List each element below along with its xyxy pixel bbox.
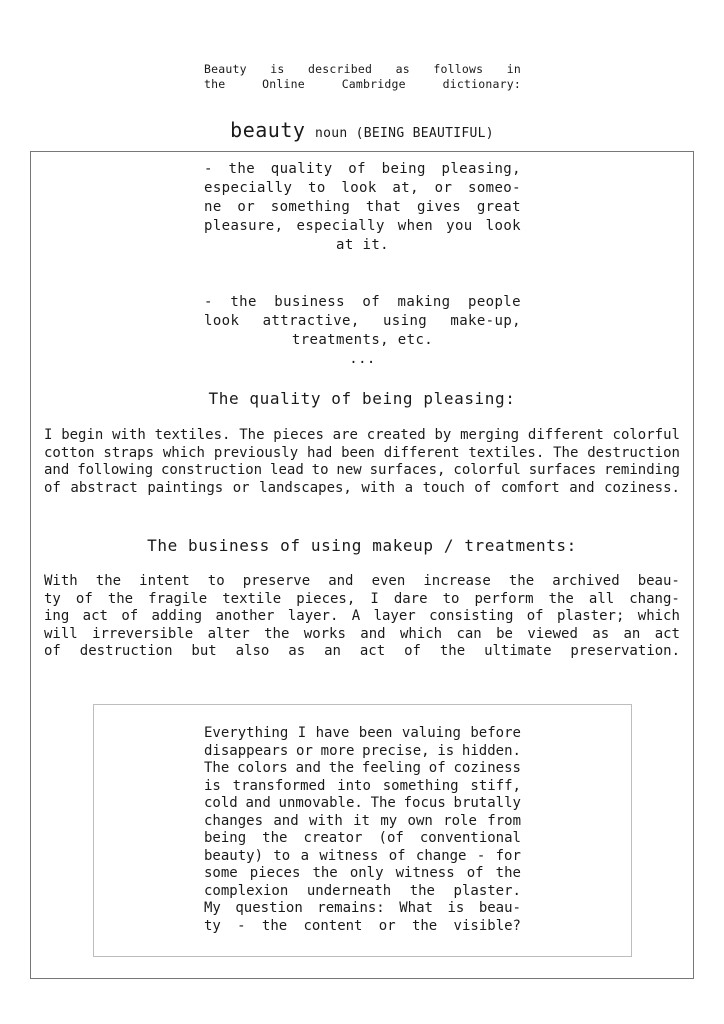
word: valuing — [401, 725, 461, 741]
word: been — [358, 725, 393, 741]
word: being — [204, 830, 247, 846]
text-line — [204, 778, 521, 796]
word: layer. — [287, 608, 339, 624]
word: which — [162, 444, 205, 461]
section-heading-business: The business of using makeup / treatments: — [147, 536, 577, 555]
word: also — [235, 643, 270, 659]
word: coziness — [453, 760, 521, 776]
word: cotton — [44, 444, 95, 461]
word: have — [315, 725, 350, 741]
text-line — [44, 427, 680, 445]
word: when — [397, 218, 434, 234]
word: being — [381, 161, 426, 177]
word: of — [44, 479, 61, 496]
text-line — [44, 608, 680, 626]
word: the — [107, 590, 134, 607]
word: described — [308, 62, 373, 76]
word: as — [592, 625, 610, 642]
word: With — [44, 573, 78, 589]
text-line — [44, 643, 680, 661]
word: irreversible — [92, 625, 194, 642]
word: following — [77, 462, 154, 478]
word: creator — [303, 830, 363, 846]
word: quality — [270, 161, 333, 177]
word: pieces — [273, 427, 324, 443]
word: dictionary: — [442, 77, 521, 91]
closing-paragraph — [204, 725, 521, 935]
word: Beauty — [204, 62, 247, 76]
word: act — [654, 625, 680, 642]
word: at, — [392, 180, 419, 196]
word: of — [428, 760, 446, 776]
word: which — [637, 608, 680, 624]
word: to — [442, 590, 460, 607]
word: beau- — [637, 573, 680, 589]
text-line — [204, 830, 521, 848]
word: witness — [319, 847, 379, 864]
word: of — [362, 294, 381, 310]
word: colors — [237, 760, 288, 776]
word: textiles. — [468, 444, 545, 461]
word: only — [349, 865, 384, 881]
word: something — [382, 777, 459, 794]
word: textile — [222, 590, 282, 607]
word: of — [404, 643, 421, 659]
definition-1-text — [204, 160, 521, 236]
dictionary-entry-header — [0, 118, 724, 142]
word: but — [191, 643, 217, 659]
word: colorful — [453, 462, 521, 478]
text-line — [204, 918, 521, 936]
word: to — [207, 573, 225, 589]
word: touch — [422, 479, 465, 496]
word: look — [341, 180, 377, 196]
word: content — [303, 917, 363, 934]
word: focus — [403, 795, 446, 811]
word: The — [239, 427, 265, 443]
word: disappears — [204, 742, 289, 759]
text-line — [44, 591, 680, 609]
word: beauty) — [204, 847, 264, 864]
word: the — [411, 917, 438, 934]
intro-text — [204, 62, 521, 92]
word: change — [415, 847, 467, 864]
word: preservation. — [570, 643, 680, 659]
word: conventional — [419, 830, 521, 846]
word: the — [508, 573, 535, 589]
word: preserve — [242, 573, 311, 589]
word: layer — [373, 608, 416, 624]
text-line — [204, 865, 521, 883]
word: or — [296, 742, 313, 759]
word: changes — [204, 812, 264, 829]
word: act — [359, 643, 386, 659]
word: pleasure, — [204, 218, 284, 234]
text-line — [204, 198, 521, 217]
word: new — [336, 462, 362, 478]
word: I — [370, 590, 379, 607]
word: increase — [423, 573, 491, 589]
word: comfort — [500, 479, 560, 496]
word: - — [204, 161, 213, 177]
word: or — [378, 917, 396, 934]
word: ne — [204, 199, 222, 215]
word: of — [348, 161, 366, 177]
word: surfaces, — [369, 462, 446, 478]
word: unmovable. — [278, 795, 363, 811]
word: remains: — [317, 900, 385, 916]
word: that — [365, 199, 402, 215]
word: the — [312, 865, 338, 881]
word: follows — [433, 62, 484, 76]
word: the — [261, 917, 288, 934]
definition-2 — [204, 293, 521, 369]
text-line — [204, 900, 521, 918]
text-line — [204, 743, 521, 761]
word: before — [470, 725, 521, 741]
word: coziness. — [604, 479, 680, 496]
word: the — [204, 77, 226, 91]
word: which — [399, 625, 443, 642]
word: all — [588, 590, 615, 607]
section-paragraph-quality — [44, 427, 680, 497]
word: or — [434, 180, 453, 196]
word: ultimate — [484, 643, 552, 659]
word: into — [337, 777, 371, 794]
word: perform — [474, 590, 534, 607]
word: is — [270, 62, 285, 76]
word: and — [295, 760, 321, 776]
centered-line: at it. — [336, 237, 389, 253]
word: destruction — [79, 643, 173, 659]
word: you — [446, 218, 473, 234]
text-line — [204, 795, 521, 813]
word: surfaces — [528, 462, 597, 478]
word: people — [467, 294, 521, 310]
word: Everything — [204, 725, 289, 741]
word: using — [382, 313, 428, 329]
word: ty — [44, 590, 61, 607]
word: especially — [296, 218, 385, 234]
word: of — [526, 608, 544, 624]
word: gives — [416, 199, 462, 215]
word: is — [437, 742, 455, 759]
word: viewed — [527, 625, 578, 642]
text-line — [204, 217, 521, 236]
word: stiff, — [470, 777, 521, 794]
word: intent — [139, 573, 190, 589]
word: plaster; — [556, 608, 625, 624]
word: an — [324, 643, 341, 659]
word: business — [274, 294, 345, 310]
word: especially — [204, 180, 293, 196]
word: I — [297, 725, 307, 741]
word: of — [121, 608, 139, 624]
word: to — [308, 180, 326, 196]
word: alter — [207, 625, 250, 642]
word: my — [380, 812, 398, 829]
definition-2-tail — [204, 331, 521, 369]
text-line — [44, 573, 680, 591]
word: it — [353, 812, 370, 829]
word: merging — [460, 427, 520, 443]
text-line — [204, 160, 521, 179]
text-line — [204, 725, 521, 743]
word: pieces — [249, 865, 301, 881]
word: been — [341, 444, 375, 461]
word: My — [204, 900, 221, 916]
word: and — [245, 795, 271, 811]
word: pieces, — [296, 590, 356, 607]
word: - — [237, 917, 246, 934]
word: textiles. — [154, 427, 231, 443]
word: by — [434, 427, 452, 443]
text-line — [204, 760, 521, 778]
word: the — [328, 760, 355, 776]
word: of — [75, 590, 93, 607]
word: from — [487, 812, 521, 829]
word: with — [361, 479, 396, 496]
word: dare — [393, 590, 428, 607]
text-line — [204, 848, 521, 866]
word: adding — [151, 608, 203, 624]
word: lead — [270, 462, 304, 478]
word: plaster. — [453, 882, 521, 899]
word: the — [548, 590, 574, 607]
text-line — [204, 179, 521, 198]
word: (of — [378, 830, 404, 846]
word: making — [397, 294, 451, 310]
word: of — [44, 643, 61, 659]
word: ing — [44, 608, 70, 624]
text-line — [204, 312, 521, 331]
word: the — [439, 643, 466, 659]
word: different — [527, 427, 604, 443]
word: can — [456, 625, 482, 642]
word: works — [303, 625, 346, 642]
word: and — [44, 462, 70, 478]
word: to — [273, 847, 291, 864]
word: is — [447, 900, 465, 916]
word: What — [399, 900, 433, 916]
word: complexion — [204, 882, 289, 899]
word: a — [300, 847, 309, 864]
word: the — [264, 625, 290, 642]
text-line — [204, 77, 521, 92]
word: question — [235, 900, 303, 916]
word: or — [232, 479, 250, 496]
word: - — [476, 847, 486, 864]
word: or — [237, 199, 256, 215]
word: paintings — [147, 479, 224, 496]
text-line — [44, 480, 680, 498]
word: own — [407, 812, 433, 829]
word: an — [623, 625, 641, 642]
text-line — [204, 62, 521, 77]
definition-1 — [204, 160, 521, 255]
word: the — [95, 573, 122, 589]
word: to — [311, 462, 329, 478]
word: archived — [552, 573, 620, 589]
word: begin — [61, 427, 104, 443]
centered-line: ... — [349, 351, 376, 367]
headword: beauty — [230, 118, 306, 142]
word: another — [215, 608, 275, 624]
word: of — [474, 479, 492, 496]
word: something — [270, 199, 351, 215]
text-line — [204, 813, 521, 831]
word: role — [443, 812, 477, 829]
word: had — [306, 444, 333, 461]
word: I — [44, 427, 53, 443]
word: the — [262, 830, 288, 846]
word: different — [383, 444, 460, 461]
text-line — [44, 462, 680, 480]
word: as — [395, 62, 410, 76]
word: Cambridge — [341, 77, 406, 91]
word: consisting — [429, 608, 514, 624]
word: attractive, — [262, 313, 360, 329]
word: pleasing, — [441, 161, 521, 177]
section-heading-quality: The quality of being pleasing: — [208, 389, 516, 408]
word: feeling — [361, 760, 421, 776]
word: with — [112, 427, 146, 443]
word: - — [204, 294, 213, 310]
word: construction — [160, 462, 263, 478]
word: someo- — [467, 180, 521, 196]
centered-line: treatments, etc. — [291, 332, 434, 348]
word: A — [351, 608, 361, 624]
word: are — [332, 427, 358, 443]
word: of — [466, 865, 484, 881]
text-line — [204, 883, 521, 901]
word: landscapes, — [259, 479, 352, 496]
word: transformed — [232, 777, 326, 794]
word: The — [370, 795, 396, 811]
text-line — [44, 445, 680, 463]
word: and — [360, 625, 386, 642]
word: even — [371, 573, 406, 589]
part-of-speech: noun (BEING BEAUTIFUL) — [315, 126, 494, 141]
word: the — [228, 161, 256, 177]
word: destruction — [587, 444, 680, 461]
word: as — [288, 643, 306, 659]
word: chang- — [629, 590, 680, 607]
word: precise, — [362, 742, 430, 759]
word: cold — [204, 795, 238, 811]
word: straps — [103, 444, 154, 461]
word: brutally — [453, 795, 521, 811]
word: The — [204, 760, 230, 776]
word: witness — [395, 865, 455, 881]
word: previously — [213, 444, 299, 461]
word: make-up, — [450, 313, 521, 329]
word: will — [44, 625, 78, 642]
word: abstract — [70, 479, 138, 496]
definition-1-tail — [204, 236, 521, 255]
word: visible? — [453, 917, 521, 934]
word: Online — [262, 77, 305, 91]
word: ty — [204, 917, 221, 934]
word: created — [366, 427, 426, 443]
word: look — [485, 218, 521, 234]
word: The — [553, 444, 579, 461]
word: of — [388, 847, 406, 864]
word: more — [320, 742, 355, 759]
word: the — [409, 882, 435, 899]
word: the — [230, 294, 257, 310]
text-line — [44, 626, 680, 644]
word: be — [496, 625, 513, 642]
word: look — [204, 313, 240, 329]
word: and — [328, 573, 354, 589]
word: act — [82, 608, 108, 624]
word: hidden. — [461, 742, 521, 759]
word: with — [309, 812, 343, 829]
text-line — [204, 293, 521, 312]
word: is — [204, 777, 221, 794]
word: reminding — [604, 462, 680, 478]
word: underneath — [306, 882, 392, 899]
word: a — [404, 479, 414, 496]
word: for — [495, 847, 521, 864]
word: great — [476, 199, 521, 215]
word: some — [204, 865, 238, 881]
word: in — [506, 62, 521, 76]
word: beau- — [478, 900, 521, 916]
word: the — [495, 865, 521, 881]
definition-2-text — [204, 293, 521, 331]
word: and — [273, 812, 299, 829]
word: colorful — [612, 427, 680, 443]
word: fragile — [148, 590, 208, 607]
word: and — [569, 479, 595, 496]
section-paragraph-business — [44, 573, 680, 661]
